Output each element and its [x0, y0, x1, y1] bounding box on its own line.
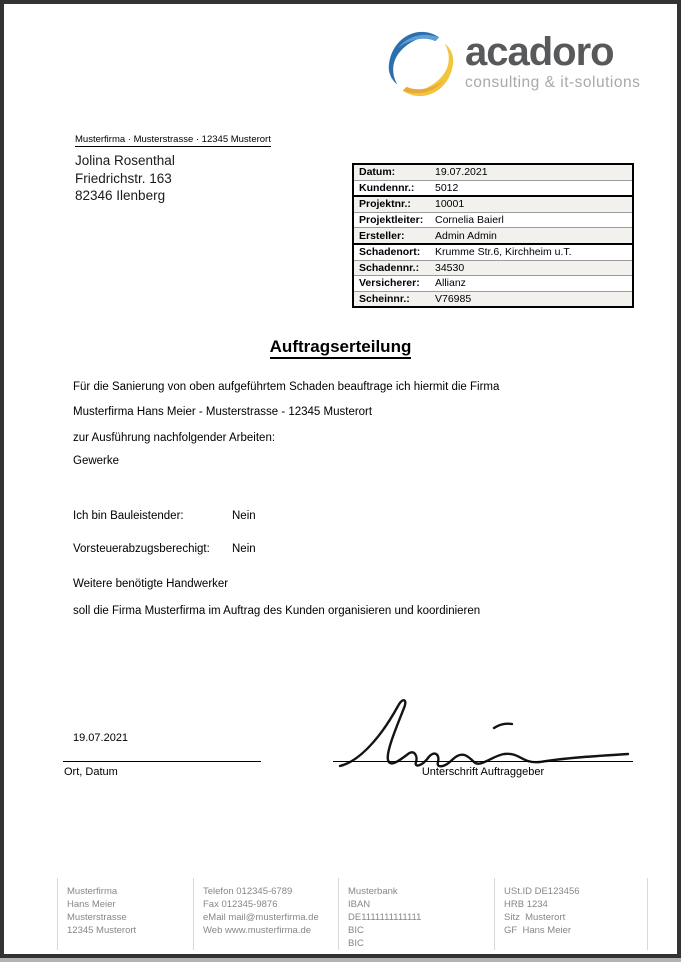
- body-paragraph: soll die Firma Musterfirma im Auftrag des Kunden organisieren und koordinieren: [73, 605, 481, 617]
- signature-line-left: [63, 761, 261, 762]
- row-label: Projektnr.:: [359, 198, 411, 211]
- row-value: 5012: [435, 181, 459, 194]
- signature-image: [334, 694, 634, 774]
- row-label: Versicherer:: [359, 277, 420, 290]
- table-row: [354, 180, 632, 196]
- company-name: acadoro: [465, 30, 614, 74]
- vorsteuer-label: Vorsteuerabzugsberechigt:: [73, 543, 210, 555]
- footer: [57, 878, 648, 950]
- order-info-table: [352, 163, 634, 308]
- footer-line: USt.ID DE123456: [504, 886, 580, 897]
- vorsteuer-value: Nein: [232, 543, 256, 555]
- row-label: Scheinnr.:: [359, 293, 410, 306]
- sender-line-text: Musterfirma · Musterstrasse · 12345 Musterort: [75, 134, 271, 145]
- row-value: 19.07.2021: [435, 166, 488, 179]
- footer-line: DE1111111111111: [348, 912, 422, 923]
- table-row: [354, 243, 632, 260]
- table-row: [354, 227, 632, 243]
- table-row: [354, 260, 632, 276]
- row-value: V76985: [435, 293, 472, 306]
- company-logo: [383, 26, 640, 102]
- footer-line: Telefon 012345-6789: [203, 886, 293, 897]
- footer-line: Musterstrasse: [67, 912, 127, 923]
- body-paragraph: Für die Sanierung von oben aufgeführtem Schaden beauftrage ich hiermit die Firma: [73, 381, 500, 393]
- signature-date: 19.07.2021: [73, 732, 129, 744]
- footer-line: HRB 1234: [504, 899, 548, 910]
- row-label: Schadennr.:: [359, 261, 420, 274]
- footer-line: Web www.musterfirma.de: [203, 925, 312, 936]
- page-bottom-shadow: [0, 958, 681, 962]
- recipient-city: 82346 Ilenberg: [75, 188, 166, 203]
- table-row: [354, 165, 632, 180]
- row-value: 10001: [435, 198, 465, 211]
- body-paragraph: Weitere benötigte Handwerker: [73, 578, 229, 590]
- row-value: Admin Admin: [435, 229, 497, 242]
- footer-line: eMail mail@musterfirma.de: [203, 912, 319, 923]
- footer-line: Sitz Musterort: [504, 912, 566, 923]
- footer-line: Musterbank: [348, 886, 398, 897]
- table-row: [354, 195, 632, 212]
- footer-bank-column: [338, 878, 494, 950]
- bauleistender-label: Ich bin Bauleistender:: [73, 510, 184, 522]
- ort-datum-label: Ort, Datum: [64, 766, 118, 778]
- acadoro-swirl-icon: [383, 26, 459, 102]
- page-title: [4, 337, 677, 357]
- recipient-address: [75, 152, 175, 205]
- body-paragraph: zur Ausführung nachfolgender Arbeiten:: [73, 432, 276, 444]
- row-label: Datum:: [359, 166, 396, 179]
- page-title-text: Auftragserteilung: [270, 337, 412, 359]
- signature-line-right: [333, 761, 633, 762]
- row-value: Krumme Str.6, Kirchheim u.T.: [435, 246, 572, 259]
- contractor-line: Musterfirma Hans Meier - Musterstrasse - 12345 Musterort: [73, 406, 373, 418]
- row-value: Cornelia Baierl: [435, 214, 504, 227]
- bauleistender-value: Nein: [232, 510, 256, 522]
- footer-line: BIC: [348, 925, 364, 936]
- footer-line: BIC: [348, 938, 364, 949]
- unterschrift-label: Unterschrift Auftraggeber: [421, 766, 545, 778]
- row-value: Allianz: [435, 277, 466, 290]
- footer-line: GF Hans Meier: [504, 925, 572, 936]
- logo-text: [465, 26, 640, 92]
- company-tagline: consulting & it-solutions: [465, 74, 641, 91]
- footer-line: Hans Meier: [67, 899, 116, 910]
- row-label: Ersteller:: [359, 229, 405, 242]
- footer-line: Musterfirma: [67, 886, 118, 897]
- footer-line: IBAN: [348, 899, 371, 910]
- table-row: [354, 291, 632, 307]
- sender-return-address: [75, 134, 271, 145]
- row-label: Schadenort:: [359, 246, 421, 259]
- recipient-name: Jolina Rosenthal: [75, 153, 175, 168]
- footer-legal-column: [494, 878, 647, 950]
- footer-company-column: [57, 878, 193, 950]
- row-label: Kundennr.:: [359, 181, 415, 194]
- footer-line: 12345 Musterort: [67, 925, 137, 936]
- footer-line: Fax 012345-9876: [203, 899, 278, 910]
- footer-contact-column: [193, 878, 338, 950]
- row-label: Projektleiter:: [359, 214, 424, 227]
- row-value: 34530: [435, 261, 465, 274]
- recipient-street: Friedrichstr. 163: [75, 170, 172, 186]
- table-row: [354, 212, 632, 228]
- trades-label: Gewerke: [73, 455, 120, 467]
- table-row: [354, 275, 632, 291]
